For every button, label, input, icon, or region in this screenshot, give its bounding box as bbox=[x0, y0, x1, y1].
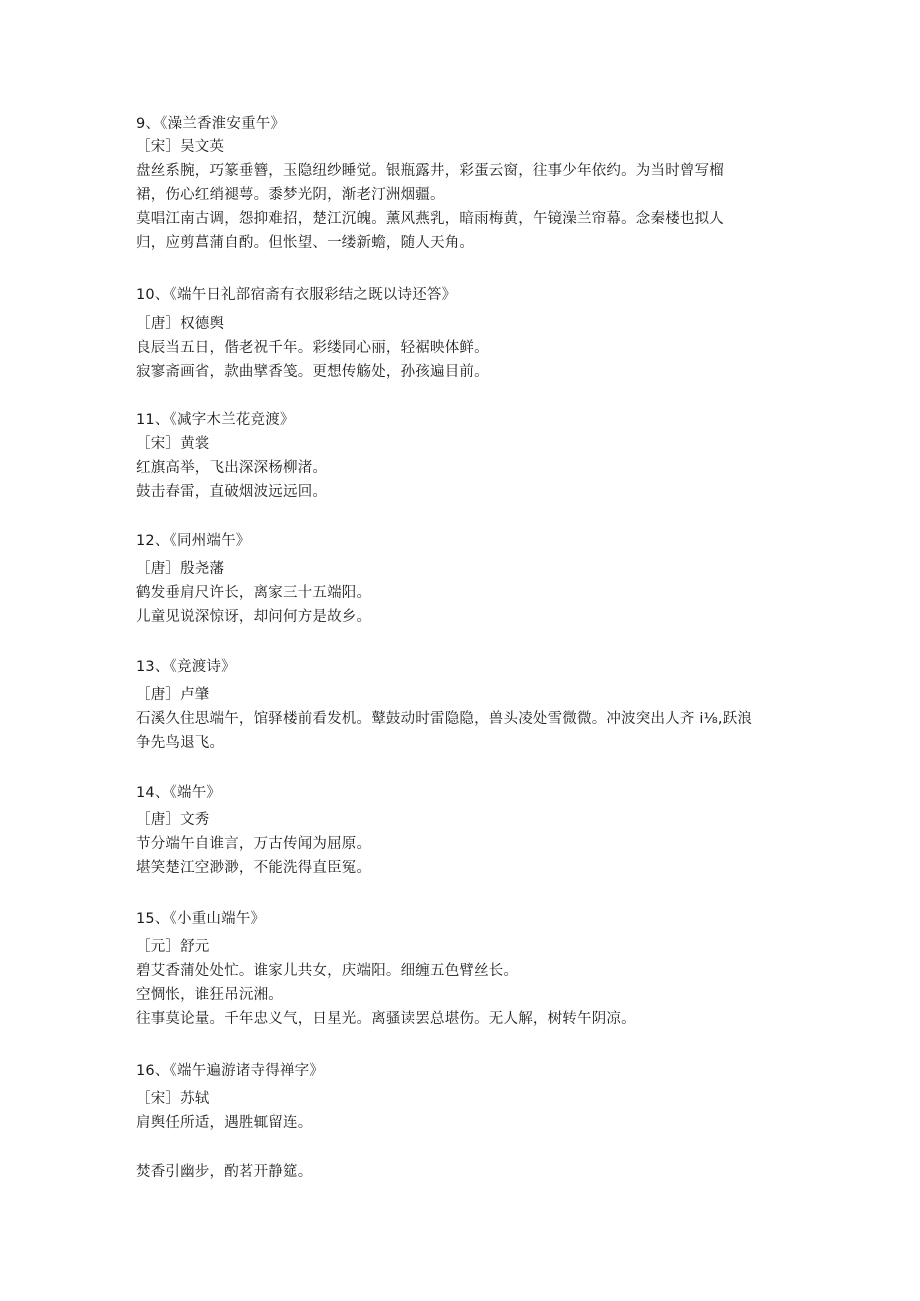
poem-author: ［宋］苏轼 bbox=[136, 1091, 210, 1107]
poem-title: 9、《澡兰香淮安重午》 bbox=[136, 116, 286, 132]
poem-line: 寂寥斋画省，款曲擘香笺。更想传觞处，孙孩遍目前。 bbox=[136, 364, 489, 380]
poem-line: 裙，伤心红绡褪萼。黍梦光阴，渐老汀洲烟疆。 bbox=[136, 187, 445, 203]
poem-author: ［唐］殷尧藩 bbox=[136, 561, 225, 577]
poem-line: 盘丝系腕，巧篆垂簪，玉隐纽纱睡觉。银瓶露井，彩蛋云窗，往事少年依约。为当时曾写榴 bbox=[136, 163, 724, 179]
poem-line: 空惆怅，谁狂吊沅湘。 bbox=[136, 987, 283, 1003]
poem-title: 14、《端午》 bbox=[136, 785, 222, 801]
poem-line: 碧艾香蒲处处忙。谁家儿共女，庆端阳。细缠五色臂丝长。 bbox=[136, 963, 519, 979]
poem-author: ［唐］权德舆 bbox=[136, 316, 225, 332]
poem-line: 儿童见说深惊讶，却问何方是故乡。 bbox=[136, 609, 372, 625]
poem-title: 10、《端午日礼部宿斋有衣服彩结之既以诗还答》 bbox=[136, 287, 457, 303]
poem-line: 往事莫论量。千年忠义气，日星光。离骚读罢总堪伤。无人解，树转午阴凉。 bbox=[136, 1011, 636, 1027]
poem-line: 莫唱江南古调，怨抑难招，楚江沉魄。薰风燕乳，暗雨梅黄，午镜澡兰帘幕。念秦楼也拟人 bbox=[136, 211, 724, 227]
poem-line: 良辰当五日，偕老祝千年。彩缕同心丽，轻裾映体鲜。 bbox=[136, 340, 489, 356]
poem-line: 堪笑楚江空渺渺，不能洗得直臣冤。 bbox=[136, 860, 372, 876]
poem-line: 鹤发垂肩尺许长，离家三十五端阳。 bbox=[136, 585, 372, 601]
poem-title: 11、《减字木兰花竞渡》 bbox=[136, 412, 295, 428]
poem-author: ［宋］吴文英 bbox=[136, 139, 225, 155]
poem-title: 16、《端午遍游诸寺得禅字》 bbox=[136, 1063, 324, 1079]
poem-line: 鼓击春雷，直破烟波远远回。 bbox=[136, 484, 328, 500]
poem-line: 归，应剪菖蒲自酌。但怅望、一缕新蟾，随人天角。 bbox=[136, 235, 475, 251]
poem-line: 红旗高举，飞出深深杨柳渚。 bbox=[136, 460, 328, 476]
poem-author: ［唐］卢肇 bbox=[136, 687, 210, 703]
poem-author: ［元］舒元 bbox=[136, 939, 210, 955]
poem-author: ［宋］黄裳 bbox=[136, 436, 210, 452]
poem-title: 12、《同州端午》 bbox=[136, 533, 251, 549]
poem-line: 石溪久住思端午，馆驿楼前看发机。鼙鼓动时雷隐隐，兽头凌处雪微微。冲波突出人齐 i⅛,跃浪 bbox=[136, 711, 753, 727]
poem-line: 争先鸟退飞。 bbox=[136, 735, 225, 751]
poem-line: 肩舆任所适，遇胜辄留连。 bbox=[136, 1115, 313, 1131]
poem-title: 15、《小重山端午》 bbox=[136, 911, 266, 927]
poem-author: ［唐］文秀 bbox=[136, 812, 210, 828]
poem-line: 焚香引幽步，酌茗开静筵。 bbox=[136, 1164, 313, 1180]
poem-title: 13、《竞渡诗》 bbox=[136, 659, 236, 675]
poem-line: 节分端午自谁言，万古传闻为屈原。 bbox=[136, 836, 372, 852]
